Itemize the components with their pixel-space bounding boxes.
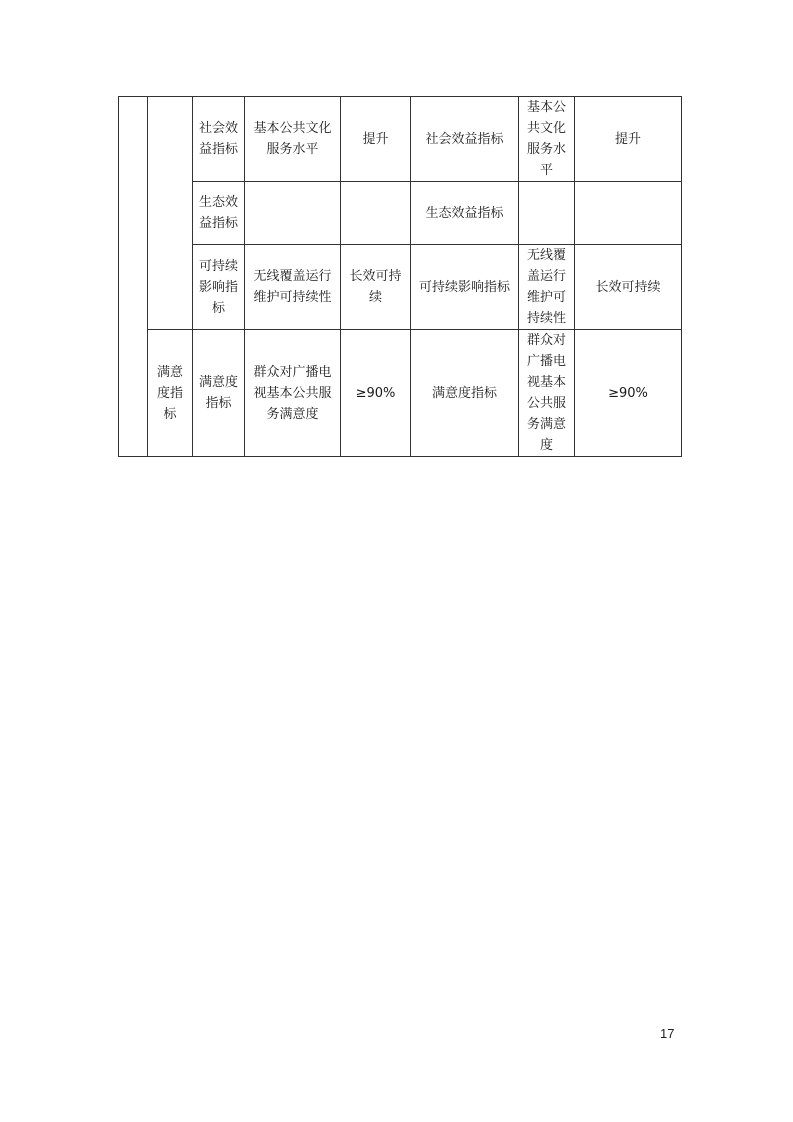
- standard-cell: 社会效益指标: [411, 97, 519, 182]
- indicator-cell: 生态效益指标: [193, 182, 245, 245]
- table-row: [119, 97, 682, 182]
- content-cell: [245, 182, 341, 245]
- blank-cell: [119, 97, 148, 457]
- target-cell: [575, 182, 682, 245]
- table-row: [119, 245, 682, 330]
- indicator-cell: 社会效益指标: [193, 97, 245, 182]
- table-row: [119, 330, 682, 457]
- indicator-cell: 满意度指标: [193, 330, 245, 457]
- value-cell: [341, 182, 411, 245]
- detail-cell: 群众对广播电视基本公共服务满意度: [519, 330, 575, 457]
- content-cell: 群众对广播电视基本公共服务满意度: [245, 330, 341, 457]
- category-cell: 满意度指标: [148, 330, 193, 457]
- target-cell: 长效可持续: [575, 245, 682, 330]
- blank-cell: [148, 97, 193, 330]
- indicator-cell: 可持续影响指标: [193, 245, 245, 330]
- value-cell: 长效可持续: [341, 245, 411, 330]
- value-cell: 提升: [341, 97, 411, 182]
- page-number: 17: [660, 1026, 675, 1041]
- content-cell: 基本公共文化服务水平: [245, 97, 341, 182]
- standard-cell: 可持续影响指标: [411, 245, 519, 330]
- detail-cell: 无线覆盖运行维护可持续性: [519, 245, 575, 330]
- value-cell: ≥90%: [341, 330, 411, 457]
- standard-cell: 满意度指标: [411, 330, 519, 457]
- detail-cell: [519, 182, 575, 245]
- performance-indicator-table: [118, 96, 682, 457]
- table-row: [119, 182, 682, 245]
- target-cell: ≥90%: [575, 330, 682, 457]
- target-cell: 提升: [575, 97, 682, 182]
- detail-cell: 基本公共文化服务水平: [519, 97, 575, 182]
- content-cell: 无线覆盖运行维护可持续性: [245, 245, 341, 330]
- standard-cell: 生态效益指标: [411, 182, 519, 245]
